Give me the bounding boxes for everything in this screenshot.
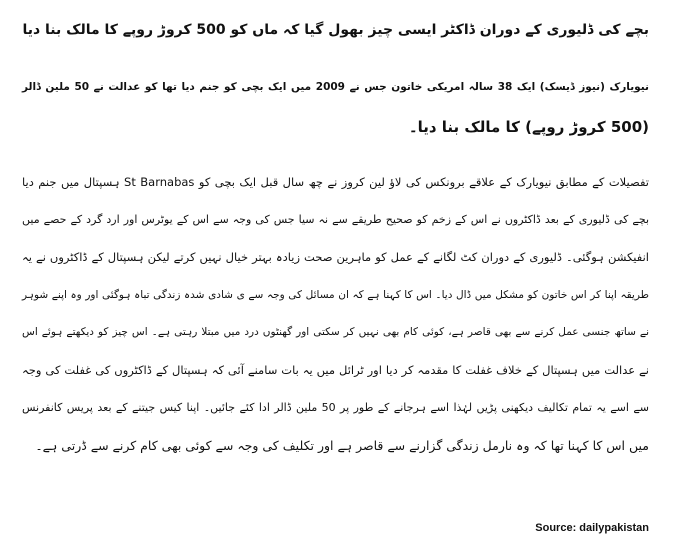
body-line: طریقہ اپنا کر اس خاتون کو مشکل میں ڈال دیا۔ اس کا کہنا ہے کہ ان مسائل کی وجہ سے ی شادی شدہ زندگی تباہ ہوگئی اور وہ اپنے شوہر (22, 289, 649, 301)
body-line: سے اسے یہ تمام تکالیف دیکھنی پڑیں لہٰذا اسے ہرجانے کے طور پر 50 ملین ڈالر ادا کئے جائیں۔ اپنا کیس جیتنے کے بعد پریس کانفرنس (22, 401, 650, 414)
body-line: بچے کی ڈلیوری کے بعد ڈاکٹروں نے اس کے زخم کو صحیح طریقے سے نہ سیا جس کی وجہ سے اس کے یوٹرس اور ارد گرد کے حصے میں (22, 213, 649, 226)
body-line: میں اس کا کہنا تھا کہ وہ نارمل زندگی گزارنے سے قاصر ہے اور تکلیف کی وجہ سے کوئی بھی کام کرنے سے ڈرتی ہے۔ (35, 438, 649, 453)
article-headline: بچے کی ڈلیوری کے دوران ڈاکٹر ایسی چیز بھول گیا کہ ماں کو 500 کروڑ روپے کا مالک بنا دیا (22, 22, 649, 38)
body-line: نے ساتھ جنسی عمل کرنے سے بھی قاصر ہے، کوئی کام بھی نہیں کر سکتی اور گھنٹوں درد میں مبتلا رہتی ہے۔ اس چیز کو دیکھتے ہوئے اس (22, 326, 649, 338)
summary-line: نیویارک (نیوز ڈیسک) ایک 38 سالہ امریکی خاتون جس نے 2009 میں ایک بچی کو جنم دیا تھا کو عدالت نے 50 ملین ڈالر (22, 81, 649, 93)
source-credit: Source: dailypakistan (535, 522, 649, 534)
summary-line: (500 کروڑ روپے) کا مالک بنا دیا۔ (408, 118, 649, 136)
body-line: تفصیلات کے مطابق نیویارک کے علاقے برونکس کی لاؤ لین کروز نے چھ سال قبل ایک بچی کو St Barnabas ہسپتال میں جنم دیا (22, 175, 649, 189)
body-line: انفیکشن ہوگئی۔ ڈلیوری کے دوران کٹ لگانے کے عمل کو ماہرین صحت زیادہ بہتر خیال نہیں کرتے لیکن ہسپتال کے ڈاکٹروں نے یہ (22, 250, 649, 264)
body-line: نے عدالت میں ہسپتال کے خلاف غفلت کا مقدمہ کر دیا اور ٹرائل میں یہ بات سامنے آئی کہ ہسپتال کے ڈاکٹروں کی غفلت کی وجہ (22, 363, 649, 377)
